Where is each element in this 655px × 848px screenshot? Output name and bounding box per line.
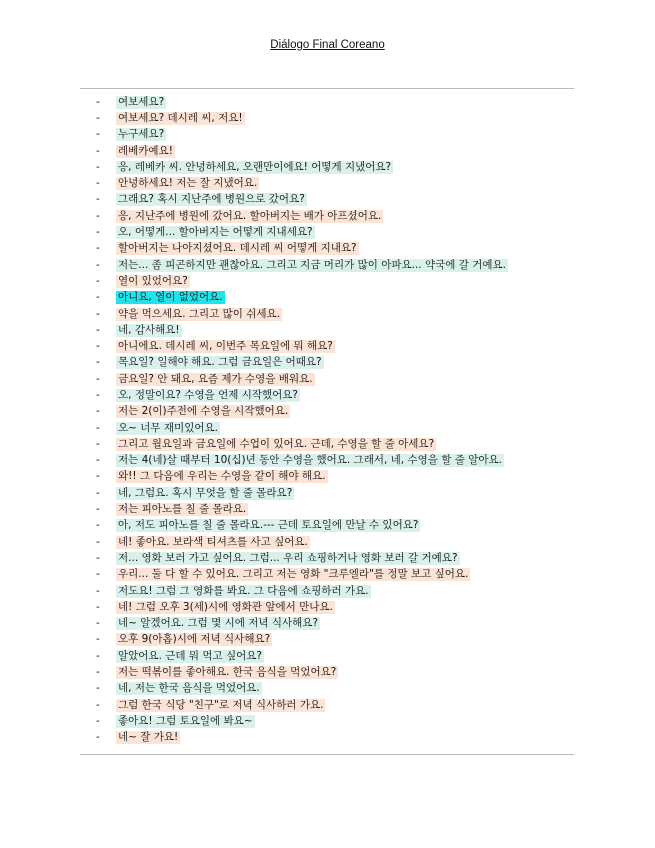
dialogue-text[interactable]: 금요일? 안 돼요, 요즘 제가 수영을 배워요.: [118, 372, 313, 385]
list-bullet-dash: -: [96, 421, 100, 434]
list-bullet-dash: -: [96, 617, 100, 630]
dialogue-line[interactable]: [96, 94, 576, 110]
list-bullet-dash: -: [96, 519, 100, 532]
list-bullet-dash: -: [96, 226, 100, 239]
list-bullet-dash: -: [96, 340, 100, 353]
bottom-divider: [80, 754, 574, 755]
list-bullet-dash: -: [96, 731, 100, 744]
list-bullet-dash: -: [96, 95, 100, 108]
dialogue-text[interactable]: 와!! 그 다음에 우리는 수영을 같이 해야 해요.: [118, 470, 326, 483]
list-bullet-dash: -: [96, 356, 100, 369]
list-bullet-dash: -: [96, 470, 100, 483]
dialogue-text[interactable]: 네~ 알겠어요. 그럼 몇 시에 저녁 식사해요?: [118, 617, 319, 630]
dialogue-line[interactable]: [96, 208, 576, 224]
dialogue-line[interactable]: [96, 485, 576, 501]
list-bullet-dash: -: [96, 128, 100, 141]
list-bullet-dash: -: [96, 454, 100, 467]
dialogue-line[interactable]: [96, 632, 576, 648]
dialogue-line[interactable]: [96, 436, 576, 452]
dialogue-line[interactable]: [96, 241, 576, 257]
dialogue-text[interactable]: 네, 저는 한국 음식을 먹었어요.: [118, 682, 260, 695]
list-bullet-dash: -: [96, 714, 100, 727]
list-bullet-dash: -: [96, 160, 100, 173]
dialogue-text[interactable]: 여보세요?: [118, 95, 165, 108]
dialogue-line[interactable]: [96, 387, 576, 403]
list-bullet-dash: -: [96, 682, 100, 695]
dialogue-text[interactable]: 그럼 한국 식당 "친구"로 저녁 식사하러 가요.: [118, 698, 324, 711]
dialogue-text[interactable]: 저는... 좀 피곤하지만 괜찮아요. 그리고 지금 머리가 많이 아파요... 약국에 갈 거예요.: [118, 258, 506, 271]
dialogue-text[interactable]: 저는 2(이)주전에 수영을 시작했어요.: [118, 405, 289, 418]
dialogue-text[interactable]: 그리고 월요일과 금요일에 수업이 있어요. 근데, 수영을 할 줄 아세요?: [118, 437, 435, 450]
dialogue-text[interactable]: 오후 9(아홉)시에 저녁 식사해요?: [118, 633, 271, 646]
dialogue-line[interactable]: [96, 469, 576, 485]
list-bullet-dash: -: [96, 551, 100, 564]
dialogue-text[interactable]: 저는 4(네)살 때부터 10(십)년 동안 수영을 했어요. 그래서, 네, 수영을 할 줄 알아요.: [118, 454, 502, 467]
dialogue-text[interactable]: 저도요! 그럼 그 영화를 봐요. 그 다음에 쇼핑하러 가요.: [118, 584, 369, 597]
list-bullet-dash: -: [96, 584, 100, 597]
dialogue-line[interactable]: [96, 730, 576, 746]
dialogue-line[interactable]: [96, 404, 576, 420]
dialogue-text[interactable]: 약을 먹으세요. 그리고 많이 쉬세요.: [118, 307, 281, 320]
dialogue-line[interactable]: [96, 534, 576, 550]
list-bullet-dash: -: [96, 209, 100, 222]
list-bullet-dash: -: [96, 600, 100, 613]
dialogue-text[interactable]: 좋아요! 그럼 토요일에 봐요~: [118, 714, 253, 727]
dialogue-line[interactable]: [96, 648, 576, 664]
dialogue-line[interactable]: [96, 338, 576, 354]
list-bullet-dash: -: [96, 698, 100, 711]
list-bullet-dash: -: [96, 666, 100, 679]
list-bullet-dash: -: [96, 388, 100, 401]
dialogue-line[interactable]: [96, 583, 576, 599]
dialogue-text[interactable]: 그래요? 혹시 지난주에 병원으로 갔어요?: [118, 193, 305, 206]
dialogue-list: [96, 94, 576, 746]
dialogue-line[interactable]: [96, 110, 576, 126]
list-bullet-dash: -: [96, 111, 100, 124]
dialogue-line[interactable]: [96, 290, 576, 306]
dialogue-line[interactable]: [96, 371, 576, 387]
list-bullet-dash: -: [96, 372, 100, 385]
dialogue-text[interactable]: 목요일? 일해야 해요. 그럼 금요일은 어때요?: [118, 356, 322, 369]
dialogue-text[interactable]: 응, 지난주에 병원에 갔어요. 할아버지는 배가 아프셨어요.: [118, 209, 382, 222]
list-bullet-dash: -: [96, 649, 100, 662]
dialogue-text[interactable]: 저는 피아노를 칠 줄 몰라요.: [118, 503, 247, 516]
dialogue-line[interactable]: [96, 501, 576, 517]
list-bullet-dash: -: [96, 503, 100, 516]
dialogue-line[interactable]: [96, 192, 576, 208]
top-divider: [80, 88, 574, 89]
dialogue-line[interactable]: [96, 143, 576, 159]
dialogue-text[interactable]: 네~ 잘 가요!: [118, 731, 179, 744]
dialogue-line[interactable]: [96, 127, 576, 143]
dialogue-text[interactable]: 네! 좋아요. 보라색 티셔츠를 사고 싶어요.: [118, 535, 308, 548]
list-bullet-dash: -: [96, 193, 100, 206]
list-bullet-dash: -: [96, 405, 100, 418]
list-bullet-dash: -: [96, 307, 100, 320]
dialogue-text[interactable]: 안녕하세요! 저는 잘 지냈어요.: [118, 177, 258, 190]
dialogue-line[interactable]: [96, 697, 576, 713]
dialogue-text[interactable]: 아니요, 열이 없었어요.: [118, 291, 223, 304]
dialogue-text[interactable]: 네, 감사해요!: [118, 323, 180, 336]
dialogue-text[interactable]: 네, 그럼요. 혹시 무엇을 할 줄 몰라요?: [118, 486, 293, 499]
dialogue-line[interactable]: [96, 273, 576, 289]
list-bullet-dash: -: [96, 486, 100, 499]
dialogue-line[interactable]: [96, 616, 576, 632]
dialogue-text[interactable]: 우리... 둘 다 할 수 있어요. 그리고 저는 영화 "크루엘라"를 정말 보고 싶어요.: [118, 568, 469, 581]
list-bullet-dash: -: [96, 535, 100, 548]
list-bullet-dash: -: [96, 437, 100, 450]
dialogue-line[interactable]: [96, 567, 576, 583]
list-bullet-dash: -: [96, 633, 100, 646]
document-title: Diálogo Final Coreano: [270, 39, 385, 51]
dialogue-text[interactable]: 할아버지는 나아지셨어요. 데시레 씨 어떻게 지내요?: [118, 242, 357, 255]
dialogue-text[interactable]: 알았어요. 근데 뭐 먹고 싶어요?: [118, 649, 262, 662]
list-bullet-dash: -: [96, 291, 100, 304]
dialogue-line[interactable]: [96, 322, 576, 338]
dialogue-text[interactable]: 저는 떡볶이를 좋아해요. 한국 음식을 먹었어요?: [118, 666, 337, 679]
list-bullet-dash: -: [96, 242, 100, 255]
dialogue-text[interactable]: 응, 레베카 씨. 안녕하세요, 오랜만이에요! 어떻게 지냈어요?: [118, 160, 392, 173]
dialogue-line[interactable]: [96, 518, 576, 534]
dialogue-text[interactable]: 저... 영화 보러 가고 싶어요. 그럼... 우리 쇼핑하거나 영화 보러 갈 거예요?: [118, 551, 458, 564]
list-bullet-dash: -: [96, 144, 100, 157]
list-bullet-dash: -: [96, 323, 100, 336]
dialogue-text[interactable]: 오, 정말이요? 수영을 언제 시작했어요?: [118, 388, 298, 401]
dialogue-line[interactable]: [96, 453, 576, 469]
dialogue-line[interactable]: [96, 681, 576, 697]
list-bullet-dash: -: [96, 274, 100, 287]
list-bullet-dash: -: [96, 258, 100, 271]
dialogue-text[interactable]: 여보세요? 데시레 씨, 저요!: [118, 111, 243, 124]
dialogue-text[interactable]: 아, 저도 피아노를 칠 줄 몰라요.--- 근데 토요일에 만날 수 있어요?: [118, 519, 419, 532]
dialogue-line[interactable]: [96, 664, 576, 680]
dialogue-line[interactable]: [96, 355, 576, 371]
dialogue-line[interactable]: [96, 257, 576, 273]
dialogue-text[interactable]: 열이 있었어요?: [118, 274, 188, 287]
dialogue-line[interactable]: [96, 175, 576, 191]
dialogue-line[interactable]: [96, 713, 576, 729]
dialogue-line[interactable]: [96, 550, 576, 566]
list-bullet-dash: -: [96, 177, 100, 190]
list-bullet-dash: -: [96, 568, 100, 581]
dialogue-text[interactable]: 오, 어떻게... 할아버지는 어떻게 지내세요?: [118, 226, 313, 239]
dialogue-text[interactable]: 레베카예요!: [118, 144, 173, 157]
dialogue-line[interactable]: [96, 599, 576, 615]
dialogue-text[interactable]: 네! 그럼 오후 3(세)시에 영화관 앞에서 만나요.: [118, 600, 333, 613]
dialogue-line[interactable]: [96, 420, 576, 436]
dialogue-line[interactable]: [96, 306, 576, 322]
dialogue-line[interactable]: [96, 159, 576, 175]
dialogue-text[interactable]: 오~ 너무 재미있어요.: [118, 421, 218, 434]
dialogue-text[interactable]: 아니에요. 데시레 씨, 이번주 목요일에 뭐 해요?: [118, 340, 333, 353]
dialogue-text[interactable]: 누구세요?: [118, 128, 165, 141]
dialogue-line[interactable]: [96, 224, 576, 240]
